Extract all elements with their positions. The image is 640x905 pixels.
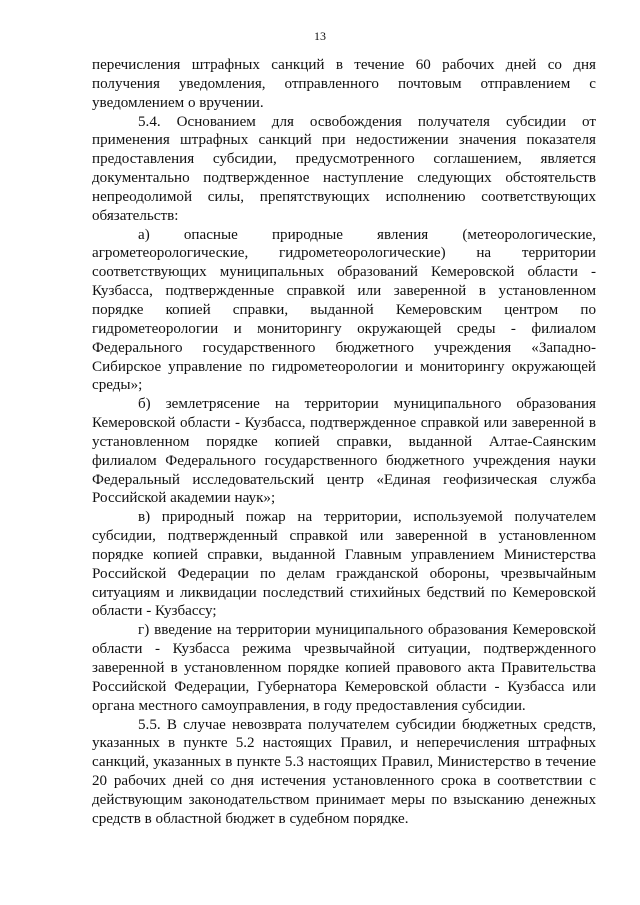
paragraph-5-4-b: б) землетрясение на территории муниципального образования Кемеровской области - Кузбасса, подтвержденное справкой или заверенной в установленном порядке копией справки, выданной Алтае-Саянским филиалом Федерального государственного бюджетного учреждения науки Федеральный исследовательский центр «Единая геофизическая служба Российской академии наук»;	[92, 396, 596, 507]
document-body	[92, 56, 596, 829]
paragraph-5-4-v: в) природный пожар на территории, используемой получателем субсидии, подтвержденный справкой или заверенной в установленном порядке копией справки, выданной Главным управлением Министерства Российской Федерации по делам гражданской обороны, чрезвычайным ситуациям и ликвидации последствий стихийных бедствий по Кемеровской области - Кузбассу;	[92, 509, 596, 620]
paragraph-5-4-a: а) опасные природные явления (метеорологические, агрометеорологические, гидрометеорологические) на территории соответствующих муниципальных образований Кемеровской области - Кузбасса, подтвержденные справкой или заверенной в установленном порядке копией справки, выданной Кемеровским центром по гидрометеорологии и мониторингу окружающей среды - филиалом Федерального государственного бюджетного учреждения «Западно-Сибирское управление по гидрометеорологии и мониторингу окружающей среды»;	[92, 226, 596, 394]
paragraph-5-5: 5.5. В случае невозврата получателем субсидии бюджетных средств, указанных в пункте 5.2 настоящих Правил, и неперечисления штрафных санкций, указанных в пункте 5.3 настоящих Правил, Министерство в течение 20 рабочих дней со дня истечения установленного срока в соответствии с действующим законодательством принимает меры по взысканию денежных средств в областной бюджет в судебном порядке.	[92, 716, 596, 827]
page-number: 13	[314, 29, 326, 43]
paragraph-5-4-g: г) введение на территории муниципального образования Кемеровской области - Кузбасса режима чрезвычайной ситуации, подтвержденного заверенной в установленном порядке копией правового акта Правительства Российской Федерации, Губернатора Кемеровской области - Кузбасса или органа местного самоуправления, в году предоставления субсидии.	[92, 622, 596, 714]
paragraph-continuation: перечисления штрафных санкций в течение 60 рабочих дней со дня получения уведомления, отправленного почтовым отправлением с уведомлением о вручении.	[92, 57, 596, 111]
paragraph-5-4: 5.4. Основанием для освобождения получателя субсидии от применения штрафных санкций при недостижении значения показателя предоставления субсидии, предусмотренного соглашением, является документально подтвержденное наступление следующих обстоятельств непреодолимой силы, препятствующих исполнению соответствующих обязательств:	[92, 113, 596, 224]
